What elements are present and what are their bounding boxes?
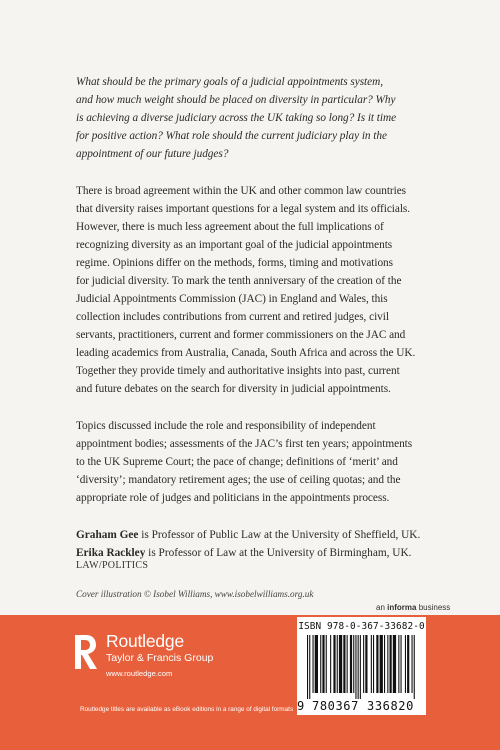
paragraph-line: collection includes contributions from current and retired judges, civil [76, 311, 389, 323]
publisher-group: Taylor & Francis Group [106, 652, 214, 664]
paragraph-line: appointment bodies; assessments of the JAC’s first ten years; appointments [76, 438, 413, 450]
paragraph-line: There is broad agreement within the UK and other common law countries [76, 185, 407, 197]
isbn-barcode [297, 617, 426, 715]
publisher-logo-block [70, 627, 290, 697]
blurb-question [76, 73, 431, 163]
editor-bio-text: is Professor of Law at the University of Birmingham, UK. [145, 547, 412, 559]
paragraph-line: to the UK Supreme Court; the pace of change; definitions of ‘merit’ and [76, 456, 398, 468]
publisher-name: Routledge [106, 631, 184, 651]
informa-suffix: business [416, 603, 451, 612]
paragraph-line: ‘diversity’; mandatory retirement ages; the use of ceiling quotas; and the [76, 474, 401, 486]
paragraph-line: regime. Opinions differ on the methods, forms, timing and motivations [76, 257, 394, 269]
text-area [76, 73, 431, 562]
paragraph-line: However, there is much less agreement about the full implications of [76, 221, 384, 233]
blurb-line: and how much weight should be placed on diversity in particular? Why [76, 94, 396, 106]
paragraph-line: for judicial diversity. To mark the tenth anniversary of the creation of the [76, 275, 402, 287]
description-paragraph [76, 182, 431, 398]
blurb-line: for positive action? What role should the current judiciary play in the [76, 130, 387, 142]
paragraph-line: leading academics from Australia, Canada, South Africa and across the UK. [76, 347, 416, 359]
informa-brand: informa [387, 603, 417, 612]
blurb-line: What should be the primary goals of a judicial appointments system, [76, 76, 383, 88]
editor-name: Erika Rackley [76, 547, 146, 559]
paragraph-line: Together they provide timely and authoritative insights into past, current [76, 365, 400, 377]
editor-bio-text: is Professor of Public Law at the University of Sheffield, UK. [138, 529, 421, 541]
paragraph-line: Topics discussed include the role and responsibility of independent [76, 420, 376, 432]
subject-category: LAW/POLITICS [76, 560, 149, 571]
paragraph-line: servants, practitioners, current and former commissioners on the JAC and [76, 329, 406, 341]
isbn-label: ISBN 978-0-367-33682-0 [298, 621, 425, 632]
routledge-logo-icon [70, 632, 100, 672]
paragraph-line: appropriate role of judges and politicians in the appointments process. [76, 492, 390, 504]
barcode-bars-icon [305, 635, 419, 699]
barcode-right-group: 336820 [367, 699, 414, 713]
editor-name: Graham Gee [76, 529, 139, 541]
blurb-line: appointment of our future judges? [76, 148, 229, 160]
paragraph-line: recognizing diversity as an important goal of the judicial appointments [76, 239, 393, 251]
paragraph-line: and future debates on the search for diversity in judicial appointments. [76, 383, 391, 395]
blurb-line: is achieving a diverse judiciary across the UK taking so long? Is it time [76, 112, 397, 124]
topics-paragraph [76, 417, 431, 507]
paragraph-line: Judicial Appointments Commission (JAC) in England and Wales, this [76, 293, 388, 305]
ebook-availability-note: Routledge titles are available as eBook editions in a range of digital formats [80, 706, 294, 713]
barcode-first-digit: 9 [297, 699, 305, 713]
editor-bios [76, 526, 431, 562]
publisher-url: www.routledge.com [106, 669, 173, 678]
cover-credit: Cover illustration © Isobel Williams, www.isobelwilliams.org.uk [76, 589, 314, 599]
informa-business-label [376, 603, 450, 612]
informa-prefix: an [376, 603, 388, 612]
barcode-left-group: 780367 [312, 699, 359, 713]
paragraph-line: that diversity raises important questions for a legal system and its officials. [76, 203, 411, 215]
